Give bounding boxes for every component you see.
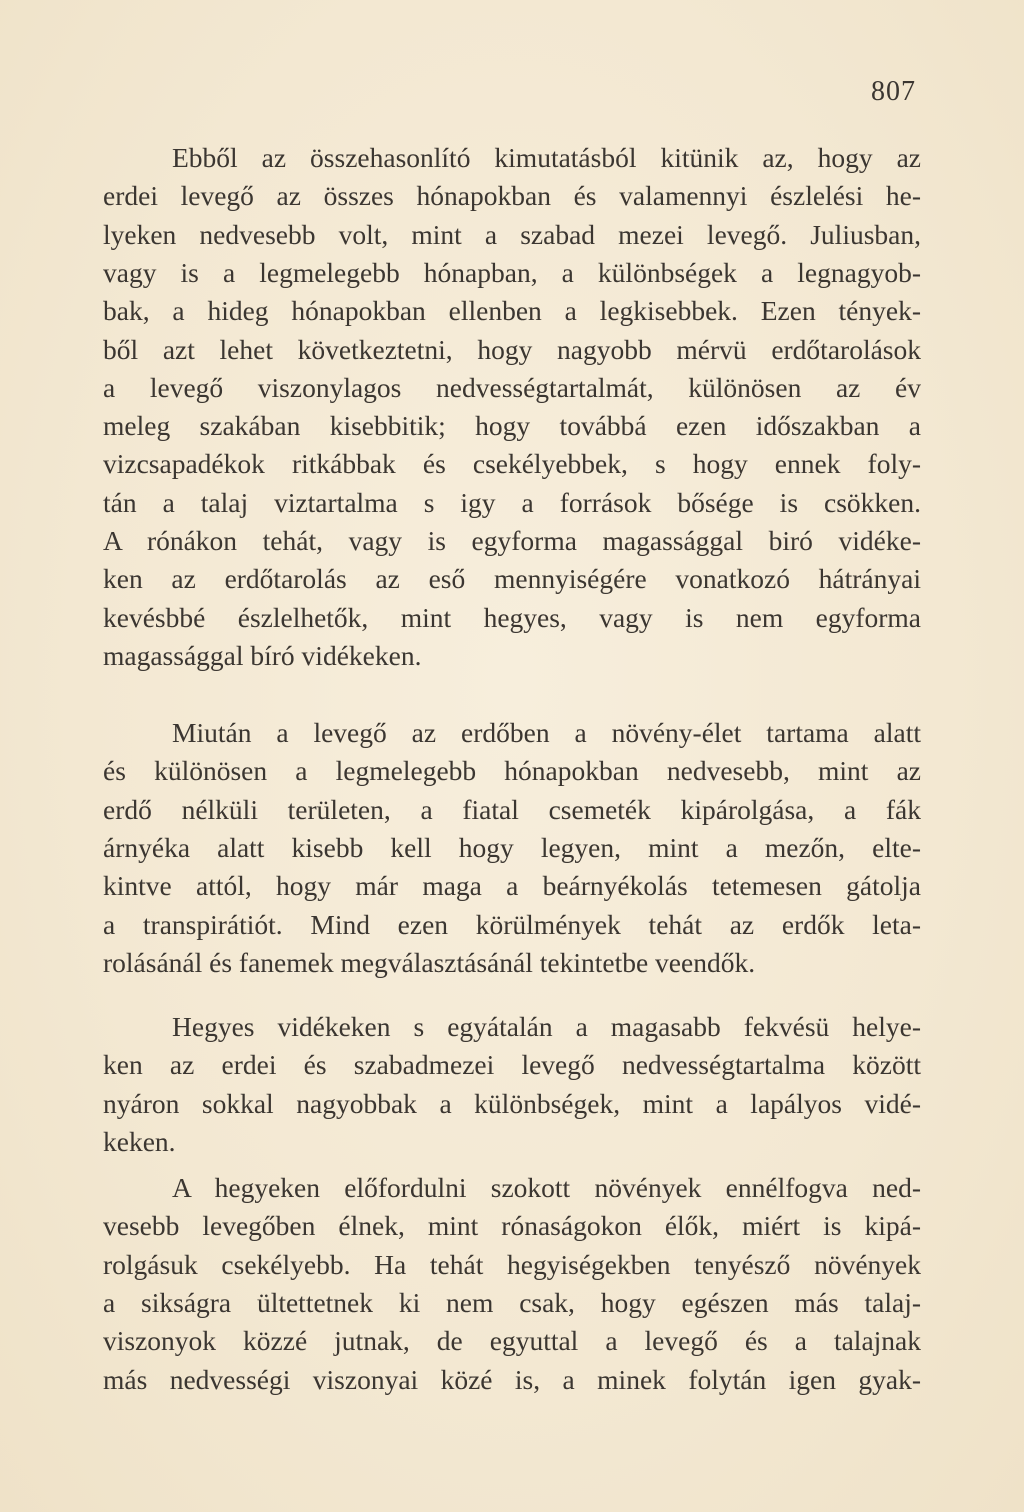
text-line: vagy is a legmelegebb hónapban, a különbségek a legnagyob- [103,256,921,288]
text-line: keken. [103,1125,176,1157]
text-line: tán a talaj viztartalma s igy a források bősége is csökken. [103,486,921,518]
page-number: 807 [871,76,916,107]
text-line: a transpirátiót. Mind ezen körülmények tehát az erdők leta- [103,908,921,940]
text-line: vesebb levegőben élnek, mint rónaságokon élők, miért is kipá- [103,1210,921,1242]
text-line: ken az erdei és szabadmezei levegő nedvességtartalma között [103,1049,921,1081]
text-line: a sikságra ültettetnek ki nem csak, hogy egészen más talaj- [103,1286,921,1318]
text-line: kevésbbé észlelhetők, mint hegyes, vagy is nem egyforma [103,601,921,633]
text-line: más nedvességi viszonyai közé is, a minek folytán igen gyak- [103,1363,921,1395]
text-line: Ebből az összehasonlító kimutatásból kitünik az, hogy az [172,142,921,173]
text-line: magassággal bíró vidékeken. [103,639,422,671]
text-line: ken az erdőtarolás az eső mennyiségére vonatkozó hátrányai [103,563,921,595]
text-line: Hegyes vidékeken s egyátalán a magasabb fekvésü helye- [172,1011,921,1042]
text-line: és különösen a legmelegebb hónapokban nedvesebb, mint az [103,755,921,787]
text-line: rolásánál és fanemek megválasztásánál tekintetbe veendők. [103,946,756,978]
text-line: viszonyok közzé jutnak, de egyuttal a levegő és a talajnak [103,1325,921,1357]
text-line: erdei levegő az összes hónapokban és valamennyi észlelési he- [103,180,921,212]
text-line: bak, a hideg hónapokban ellenben a legkisebbek. Ezen tények- [103,295,921,327]
text-line: nyáron sokkal nagyobbak a különbségek, mint a lapályos vidé- [103,1087,921,1119]
text-line: meleg szakában kisebbitik; hogy továbbá ezen időszakban a [103,410,921,442]
text-line: árnyéka alatt kisebb kell hogy legyen, mint a mezőn, elte- [103,831,921,863]
text-line: lyeken nedvesebb volt, mint a szabad mezei levegő. Juliusban, [103,218,921,250]
text-line: kintve attól, hogy már maga a beárnyékolás tetemesen gátolja [103,870,921,902]
text-line: ből azt lehet következtetni, hogy nagyobb mérvü erdőtarolások [103,333,921,365]
text-line: A hegyeken előfordulni szokott növények ennélfogva ned- [172,1172,921,1203]
text-line: erdő nélküli területen, a fiatal csemeték kipárolgása, a fák [103,793,921,825]
text-line: rolgásuk csekélyebb. Ha tehát hegyiségekben tenyésző növények [103,1248,921,1280]
text-line: Miután a levegő az erdőben a növény-élet tartama alatt [172,717,921,748]
text-line: a levegő viszonylagos nedvességtartalmát, különösen az év [103,371,921,403]
text-line: A rónákon tehát, vagy is egyforma magassággal biró vidéke- [103,525,921,556]
text-line: vizcsapadékok ritkábbak és csekélyebbek, s hogy ennek foly- [103,448,921,480]
